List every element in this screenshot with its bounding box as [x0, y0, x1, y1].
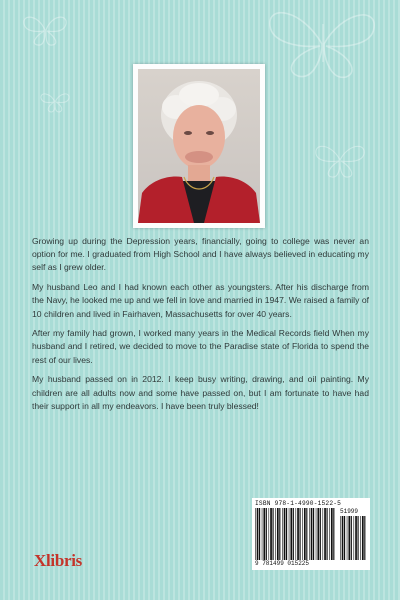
bio-paragraph: My husband Leo and I had known each other as youngsters. After his discharge from the Navy, he looked me up and we fell in love and married in 1947. We raised a family of 10 children and lived in Fairhaven, Massachusetts for over 40 years.	[32, 282, 369, 319]
author-biography	[32, 235, 369, 419]
butterfly-decoration-icon	[262, 4, 382, 82]
barcode-bars	[255, 508, 337, 560]
butterfly-decoration-icon	[38, 90, 72, 114]
isbn-barcode	[252, 498, 370, 570]
barcode-addon-bars	[340, 516, 366, 560]
ean-digits: 9 781499 015225	[255, 560, 310, 567]
isbn-label: ISBN 978-1-4990-1522-5	[255, 500, 342, 507]
author-photo	[138, 69, 260, 223]
butterfly-decoration-icon	[310, 140, 370, 180]
author-photo-frame	[133, 64, 265, 228]
butterfly-decoration-icon	[20, 12, 70, 48]
bio-paragraph: After my family had grown, I worked many years in the Medical Records field When my husband and I retired, we decided to move to the Paradise state of Florida to spend the rest of our lives.	[32, 328, 369, 365]
publisher-logo: Xlibris	[34, 551, 82, 570]
price-code: 51999	[340, 508, 359, 515]
bio-paragraph: Growing up during the Depression years, financially, going to college was never an option for me. I graduated from High School and I have always believed in educating my self as I grew older.	[32, 236, 369, 273]
bio-paragraph: My husband passed on in 2012. I keep busy writing, drawing, and oil painting. My children are all adults now and some have passed on, but I am fortunate to have had their support in all my endeavors. I have been truly blessed!	[32, 374, 369, 411]
